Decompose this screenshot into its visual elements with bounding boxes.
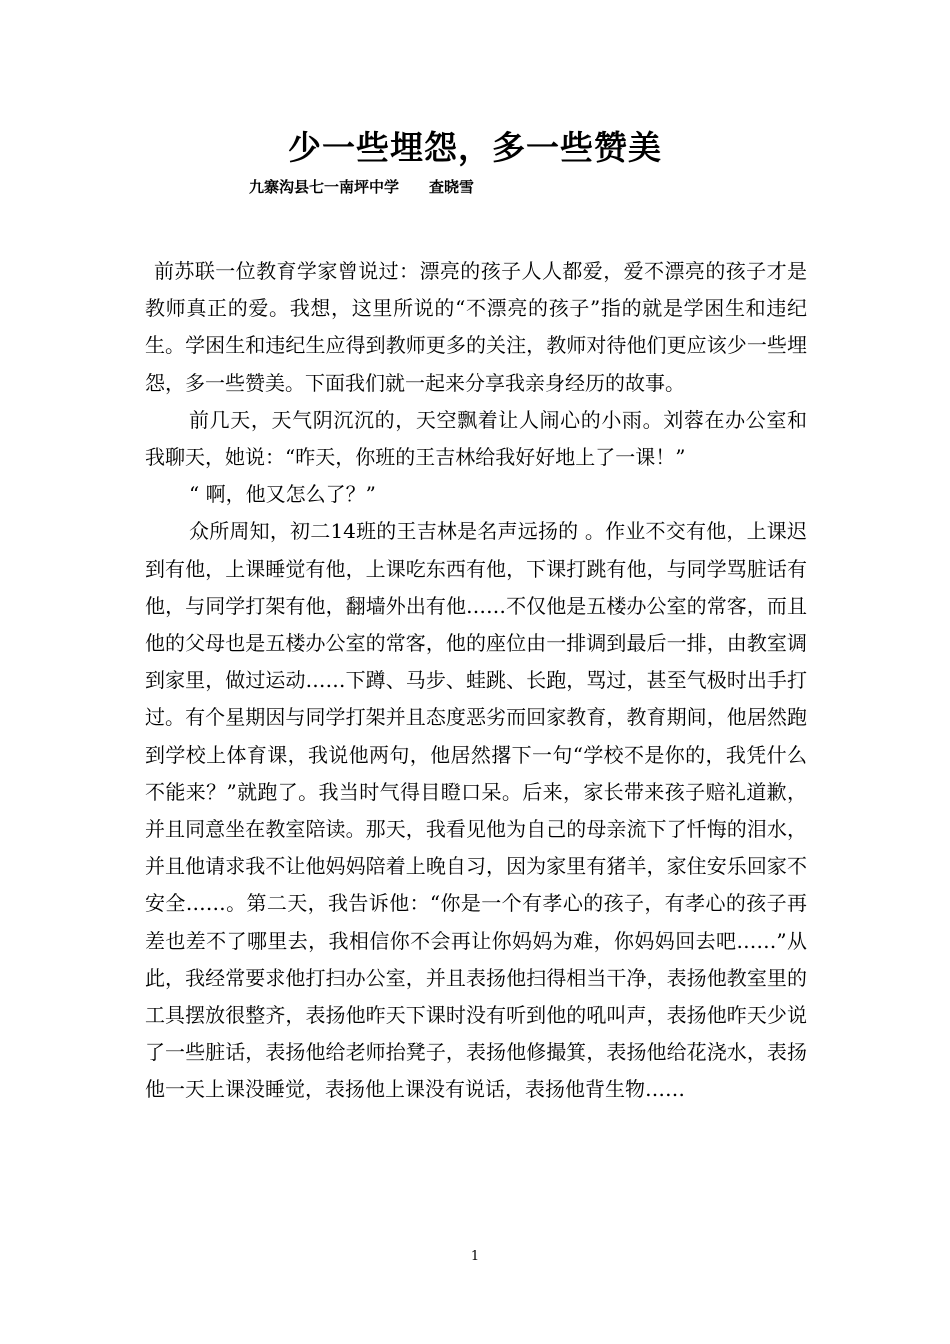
document-body <box>145 253 807 1109</box>
document-title: 少一些埋怨，多一些赞美 <box>288 128 662 167</box>
paragraph-1: 前苏联一位教育学家曾说过：漂亮的孩子人人都爱，爱不漂亮的孩子才是教师真正的爱。我想，这里所说的“不漂亮的孩子”指的就是学困生和违纪生。学困生和违纪生应得到教师更多的关注，教师对待他们更应该少一些埋怨，多一些赞美。下面我们就一起来分享我亲身经历的故事。 <box>145 259 807 395</box>
page-number: 1 <box>470 1249 480 1264</box>
paragraph-4: 众所周知，初二14班的王吉林是名声远扬的 。作业不交有他，上课迟到有他，上课睡觉有他，上课吃东西有他，下课打跳有他，与同学骂脏话有他，与同学打架有他，翻墙外出有他……不仅他是五楼办公室的常客，而且他的父母也是五楼办公室的常客，他的座位由一排调到最后一排，由教室调到家里，做过运动……下蹲、马步、蛙跳、长跑，骂过，甚至气极时出手打过。有个星期因与同学打架并且态度恶劣而回家教育，教育期间，他居然跑到学校上体育课，我说他两句，他居然撂下一句“学校不是你的，我凭什么不能来？”就跑了。我当时气得目瞪口呆。后来，家长带来孩子赔礼道歉，并且同意坐在教室陪读。那天，我看见他为自己的母亲流下了忏悔的泪水，并且他请求我不让他妈妈陪着上晚自习，因为家里有猪羊，家住安乐回家不安全……。第二天，我告诉他：“你是一个有孝心的孩子，有孝心的孩子再差也差不了哪里去，我相信你不会再让你妈妈为难，你妈妈回去吧……”从此，我经常要求他打扫办公室，并且表扬他扫得相当干净，表扬他教室里的工具摆放很整齐，表扬他昨天下课时没有听到他的吼叫声，表扬他昨天少说了一些脏话，表扬他给老师抬凳子，表扬他修撮箕，表扬他给花浇水，表扬他一天上课没睡觉，表扬他上课没有说话，表扬他背生物…… <box>145 519 807 1102</box>
author-byline: 九寨沟县七一南坪中学 查晓雪 <box>249 178 475 196</box>
paragraph-3: “ 啊，他又怎么了？” <box>189 482 376 507</box>
paragraph-2: 前几天，天气阴沉沉的，天空飘着让人闹心的小雨。刘蓉在办公室和我聊天，她说：“昨天，你班的王吉林给我好好地上了一课！” <box>145 407 807 470</box>
